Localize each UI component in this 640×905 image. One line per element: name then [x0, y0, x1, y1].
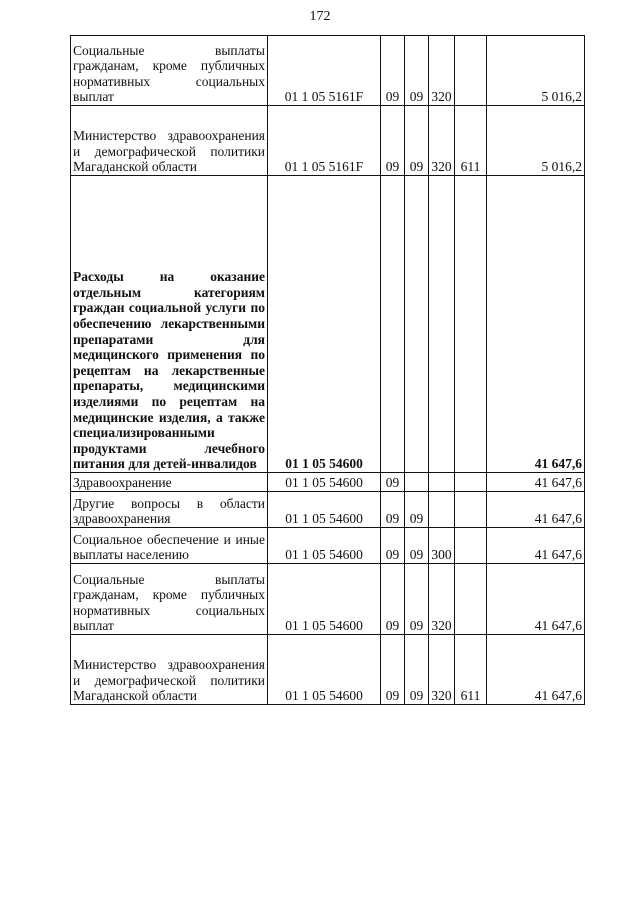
subsection-cell: 09 [405, 564, 429, 635]
row-name-cell [71, 564, 268, 635]
row-name-cell [71, 176, 268, 473]
sum-cell: 41 647,6 [487, 473, 585, 492]
target-code-cell: 01 1 05 54600 [268, 528, 381, 564]
table-row [71, 36, 585, 106]
sum-cell: 41 647,6 [487, 635, 585, 705]
subsection-cell: 09 [405, 635, 429, 705]
row-name-cell [71, 36, 268, 106]
row-name: Министерство здравоохранения и демографической политики Магаданской области [73, 128, 265, 175]
subsection-cell: 09 [405, 528, 429, 564]
section-cell [381, 176, 405, 473]
row-name: Социальные выплаты гражданам, кроме публичных нормативных социальных выплат [73, 42, 265, 105]
target-code-cell: 01 1 05 54600 [268, 635, 381, 705]
expense-type-cell: 300 [429, 528, 455, 564]
table-row [71, 635, 585, 705]
row-name-cell [71, 635, 268, 705]
grbs-cell: 611 [455, 106, 487, 176]
target-code-cell: 01 1 05 54600 [268, 176, 381, 473]
grbs-cell [455, 36, 487, 106]
subsection-cell [405, 473, 429, 492]
target-code-cell: 01 1 05 54600 [268, 564, 381, 635]
table-row [71, 473, 585, 492]
row-name-cell [71, 106, 268, 176]
row-name: Другие вопросы в области здравоохранения [73, 495, 265, 527]
table-row [71, 106, 585, 176]
table-row [71, 492, 585, 528]
sum-cell: 41 647,6 [487, 492, 585, 528]
expense-type-cell: 320 [429, 635, 455, 705]
sum-cell: 41 647,6 [487, 564, 585, 635]
section-cell: 09 [381, 106, 405, 176]
target-code-cell: 01 1 05 5161F [268, 36, 381, 106]
section-cell: 09 [381, 36, 405, 106]
expense-type-cell: 320 [429, 106, 455, 176]
expense-type-cell: 320 [429, 564, 455, 635]
target-code-cell: 01 1 05 54600 [268, 473, 381, 492]
sum-cell: 5 016,2 [487, 106, 585, 176]
row-name-cell [71, 528, 268, 564]
grbs-cell [455, 176, 487, 473]
grbs-cell [455, 528, 487, 564]
subsection-cell: 09 [405, 492, 429, 528]
sum-cell: 5 016,2 [487, 36, 585, 106]
table-row [71, 176, 585, 473]
budget-table [70, 35, 585, 705]
row-name-cell [71, 473, 268, 492]
grbs-cell: 611 [455, 635, 487, 705]
section-cell: 09 [381, 564, 405, 635]
target-code-cell: 01 1 05 54600 [268, 492, 381, 528]
section-cell: 09 [381, 492, 405, 528]
row-name: Министерство здравоохранения и демографической политики Магаданской области [73, 657, 265, 704]
row-name: Социальные выплаты гражданам, кроме публичных нормативных социальных выплат [73, 571, 265, 634]
subsection-cell: 09 [405, 106, 429, 176]
subsection-cell: 09 [405, 36, 429, 106]
table-row [71, 528, 585, 564]
expense-type-cell [429, 473, 455, 492]
sum-cell: 41 647,6 [487, 176, 585, 473]
row-name: Здравоохранение [73, 475, 172, 491]
grbs-cell [455, 492, 487, 528]
row-name-cell [71, 492, 268, 528]
target-code-cell: 01 1 05 5161F [268, 106, 381, 176]
expense-type-cell [429, 176, 455, 473]
section-cell: 09 [381, 473, 405, 492]
expense-type-cell: 320 [429, 36, 455, 106]
row-name: Социальное обеспечение и иные выплаты населению [73, 531, 265, 563]
section-cell: 09 [381, 528, 405, 564]
grbs-cell [455, 473, 487, 492]
section-cell: 09 [381, 635, 405, 705]
row-name: Расходы на оказание отдельным категориям граждан социальной услуги по обеспечению лекарственными препаратами для медицинского применения по рецептам на лекарственные препараты, медицинскими изделиями по рецептам на медицинские изделия, а также специализированными продуктами лечебного питания для детей-инвалидов [73, 269, 265, 472]
grbs-cell [455, 564, 487, 635]
page-number: 172 [309, 9, 331, 24]
sum-cell: 41 647,6 [487, 528, 585, 564]
table-row [71, 564, 585, 635]
subsection-cell [405, 176, 429, 473]
expense-type-cell [429, 492, 455, 528]
